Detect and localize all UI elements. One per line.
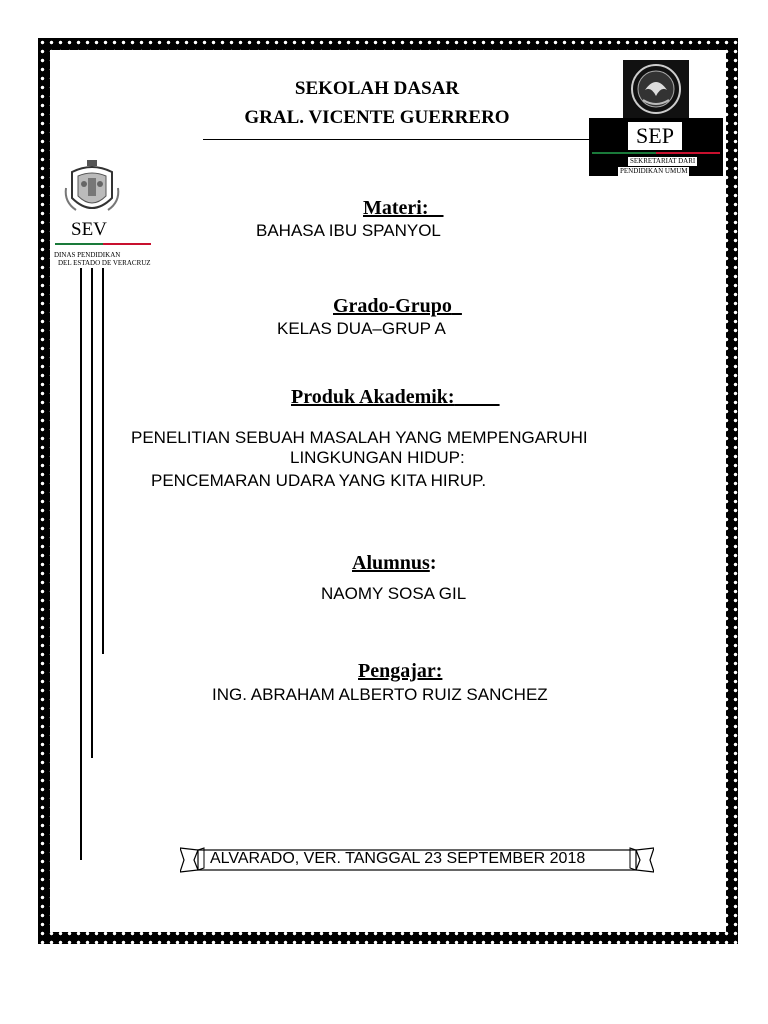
header-rule xyxy=(203,139,589,140)
sep-label: SEP xyxy=(628,122,682,150)
alumnus-heading: Alumnus: xyxy=(352,552,437,574)
left-rule-1 xyxy=(80,268,82,860)
sep-flag-red xyxy=(656,152,720,154)
produk-heading: Produk Akademik: xyxy=(291,386,455,408)
produk-line-2: LINGKUNGAN HIDUP: xyxy=(290,448,465,467)
sev-flag-red xyxy=(103,243,151,245)
materi-heading: Materi: xyxy=(363,197,429,219)
produk-line-1: PENELITIAN SEBUAH MASALAH YANG MEMPENGARUHI xyxy=(131,428,588,447)
grado-heading: Grado-Grupo xyxy=(333,295,452,317)
sev-shield-icon xyxy=(62,158,122,222)
alumnus-value: NAOMY SOSA GIL xyxy=(321,584,467,603)
produk-line-3: PENCEMARAN UDARA YANG KITA HIRUP. xyxy=(151,471,487,490)
pengajar-value: ING. ABRAHAM ALBERTO RUIZ SANCHEZ xyxy=(212,685,548,704)
sep-eagle-icon xyxy=(623,60,689,118)
sev-label: SEV xyxy=(71,219,107,240)
sep-subtitle-2: PENDIDIKAN UMUM xyxy=(620,167,688,175)
sev-flag-green xyxy=(55,243,103,245)
school-name: GRAL. VICENTE GUERRERO xyxy=(244,107,510,128)
footer-banner xyxy=(180,846,654,874)
sev-subtitle: DINAS PENDIDIKAN DEL ESTADO DE VERACRUZ xyxy=(54,251,151,267)
sep-flag-green xyxy=(592,152,656,154)
pengajar-heading: Pengajar: xyxy=(358,660,443,682)
page-area xyxy=(50,50,726,932)
school-type: SEKOLAH DASAR xyxy=(294,78,460,99)
left-rule-2 xyxy=(91,268,93,758)
materi-value: BAHASA IBU SPANYOL xyxy=(256,221,441,240)
grado-value: KELAS DUA–GRUP A xyxy=(277,319,446,338)
place-date: ALVARADO, VER. TANGGAL 23 SEPTEMBER 2018 xyxy=(210,850,586,867)
sep-subtitle-1: SEKRETARIAT DARI xyxy=(630,157,696,165)
left-rule-3 xyxy=(102,268,104,654)
